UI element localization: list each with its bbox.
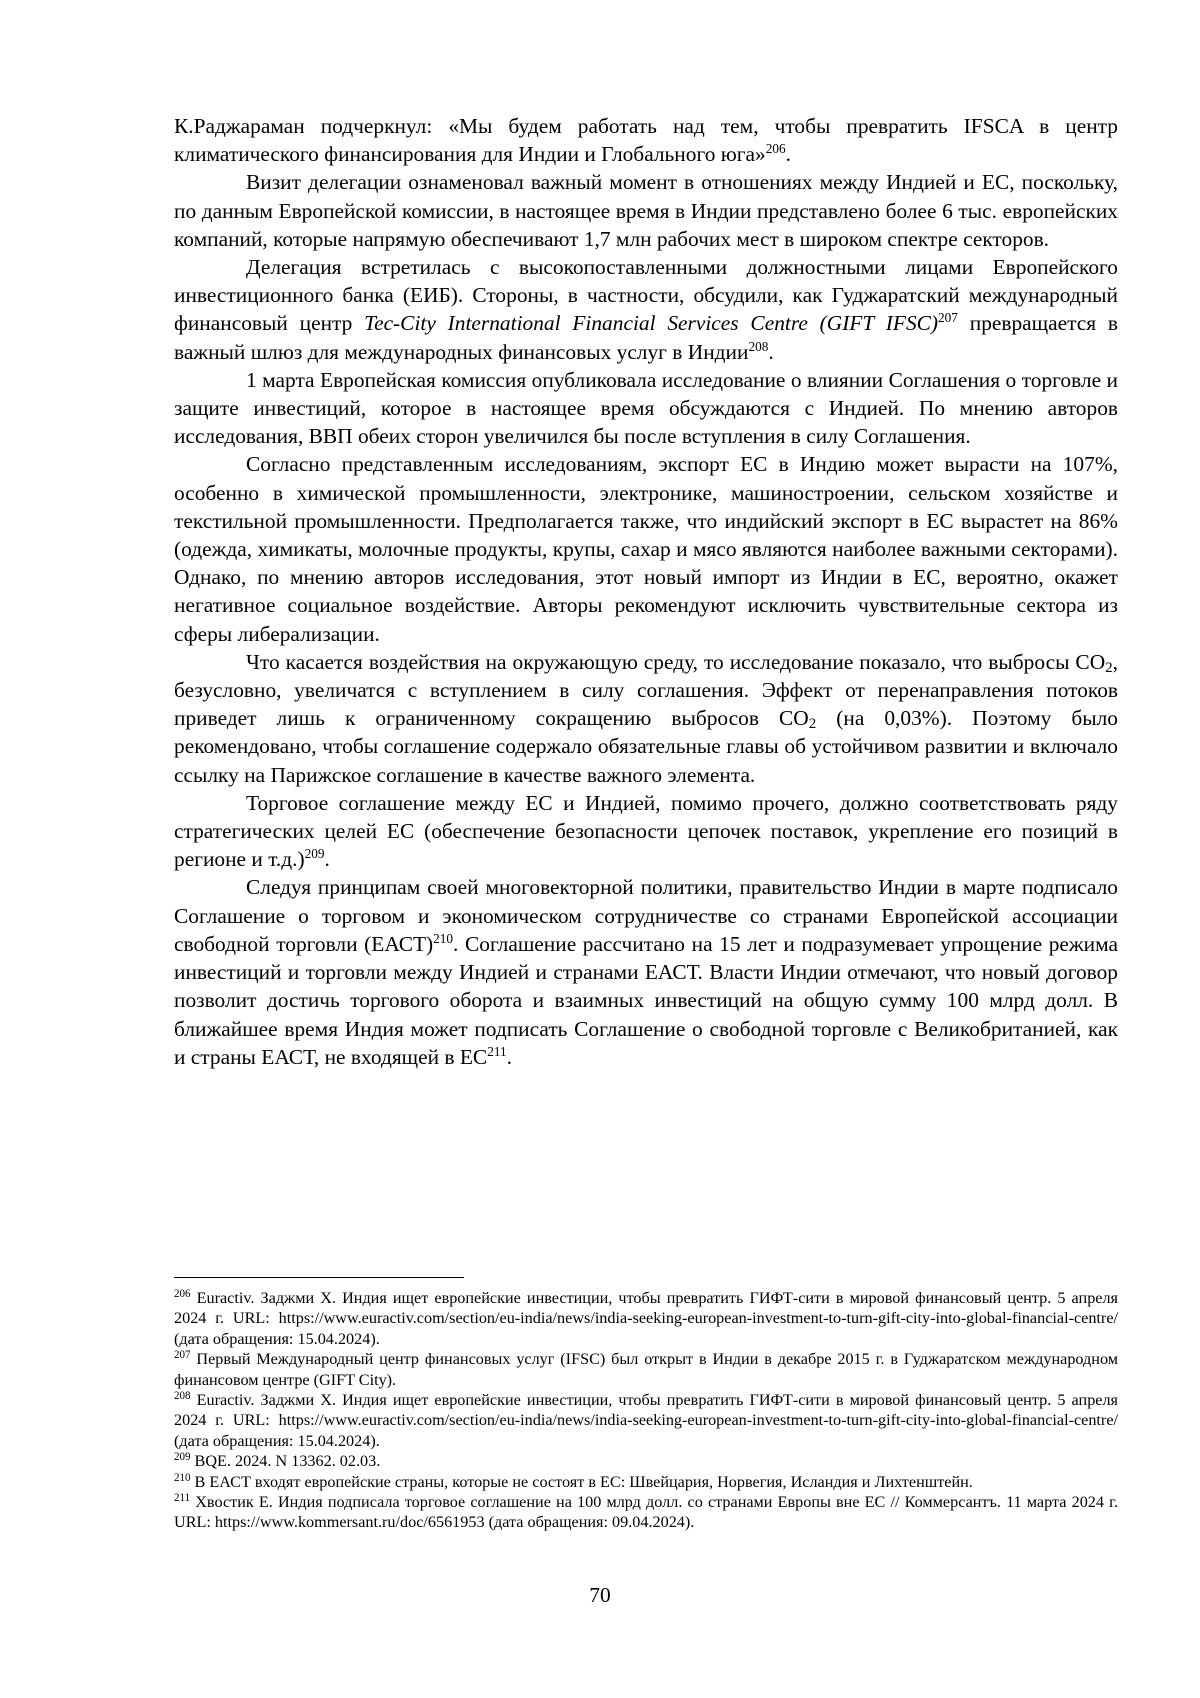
footnote-text: Хвостик Е. Индия подписала торговое соглашение на 100 млрд долл. со странами Европы вне ЕС // Коммерсантъ. 11 марта 2024 г. URL: https://www.kommersant.ru/doc/6561953 (дата обращения: 09.04.2024). [174,1493,1118,1532]
paragraph-text: . [768,339,774,364]
subscript-2: 2 [1105,659,1113,676]
footnotes [174,1288,1118,1533]
footnote-number: 207 [174,1349,191,1362]
paragraph-text: (на 0,03%). Поэтому было рекомендовано, чтобы соглашение содержало обязательные главы об устойчивом развитии и включало ссылку на Парижское соглашение в качестве важного элемента. [174,706,1118,787]
paragraph-text: . [324,847,330,872]
footnote-text: Euractiv. Заджми Х. Индия ищет европейские инвестиции, чтобы превратить ГИФТ-сити в мировой финансовый центр. 5 апреля 2024 г. URL: https://www.euractiv.com/section/eu-india/news/india-seeking-european-investment-to-turn-gift-city-into-global-financial-centre/ (дата обращения: 15.04.2024). [174,1391,1118,1450]
gift-ifsc-name: Tec-City International Financial Services Centre (GIFT IFSC) [364,311,939,336]
paragraph-2: Визит делегации ознаменовал важный момент в отношениях между Индией и ЕС, поскольку, по данным Европейской комиссии, в настоящее время в Индии представлено более 6 тыс. европейских компаний, которые напрямую обеспечивают 1,7 млн рабочих мест в широком спектре секторов. [174,170,1118,251]
paragraph-3 [174,253,1118,366]
footnote-ref-211: 211 [487,1043,507,1059]
footnote-ref-209: 209 [304,846,325,862]
page-number: 70 [589,1583,611,1607]
footnote-number: 206 [174,1287,191,1300]
paragraph-text: Что касается воздействия на окружающую среду, то исследование показало, что выбросы СО [246,649,1106,674]
footnote-text: Первый Международный центр финансовых услуг (IFSC) был открыт в Индии в декабре 2015 г. в Гуджаратском международном финансовом центре (GIFT City). [174,1350,1118,1389]
footnote-208 [174,1390,1118,1451]
footnote-text: В ЕАСТ входят европейские страны, которые не состоят в ЕС: Швейцария, Норвегия, Исландия и Лихтенштейн. [190,1472,973,1491]
footnote-211 [174,1492,1118,1533]
paragraph-text: Следуя принципам своей многовекторной политики, правительство Индии в марте подписало Соглашение о торговом и экономическом сотрудничестве со странами Европейской ассоциации свободной торговли (ЕАСТ) [174,875,1118,956]
footnote-number: 211 [174,1492,191,1505]
footnote-text: Euractiv. Заджми Х. Индия ищет европейские инвестиции, чтобы превратить ГИФТ-сити в мировой финансовый центр. 5 апреля 2024 г. URL: https://www.euractiv.com/section/eu-india/news/india-seeking-european-investment-to-turn-gift-city-into-global-financial-centre/ (дата обращения: 15.04.2024). [174,1289,1118,1348]
footnote-ref-210: 210 [433,930,454,946]
footnote-ref-206: 206 [765,141,786,157]
paragraph-text: К.Раджараман подчеркнул: «Мы будем работать над тем, чтобы превратить IFSCA в центр климатического финансирования для Индии и Глобального юга» [174,114,1118,167]
footnote-207 [174,1349,1118,1390]
paragraph-text: Делегация встретилась с высокопоставленными должностными лицами Европейского инвестиционного банка (ЕИБ). Стороны, в частности, обсудили, как Гуджаратский международный финансовый центр [174,255,1118,336]
paragraph-text: превращается в важный шлюз для международных финансовых услуг в Индии [174,311,1118,364]
footnote-ref-208: 208 [748,338,769,354]
paragraph-4: 1 марта Европейская комиссия опубликовала исследование о влиянии Соглашения о торговле и защите инвестиций, которое в настоящее время обсуждаются с Индией. По мнению авторов исследования, ВВП обеих сторон увеличился бы после вступления в силу Соглашения. [174,367,1118,449]
footnote-210 [174,1472,1118,1492]
paragraph-6 [174,648,1118,789]
footnote-206 [174,1288,1118,1349]
paragraph-8 [174,873,1118,1070]
footnote-number: 209 [174,1451,191,1464]
subscript-2: 2 [808,716,817,733]
body-text [174,112,1118,1071]
paragraph-text: . Соглашение рассчитано на 15 лет и подразумевает упрощение режима инвестиций и торговли между Индией и странами ЕАСТ. Власти Индии отмечают, что новый договор позволит достичь торгового оборота и взаимных инвестиций на общую сумму 100 млрд долл. В ближайшее время Индия может подписать Соглашение о свободной торговле с Великобританией, как и страны ЕАСТ, не входящей в ЕС [174,931,1118,1069]
paragraph-text: . [785,142,791,167]
paragraph-text: Торговое соглашение между ЕС и Индией, помимо прочего, должно соответствовать ряду стратегических целей ЕС (обеспечение безопасности цепочек поставок, укрепление его позиций в регионе и т.д.) [174,790,1118,872]
footnote-number: 208 [174,1389,191,1402]
paragraph-1 [174,112,1118,168]
footnote-text: BQE. 2024. N 13362. 02.03. [190,1452,381,1471]
footnote-209 [174,1451,1118,1471]
paragraph-text: , безусловно, увеличатся с вступлением в силу соглашения. Эффект от перенаправления потоков приведет лишь к ограниченному сокращению выбросов СО [174,649,1118,731]
paragraph-5: Согласно представленным исследованиям, экспорт ЕС в Индию может вырасти на 107%, особенно в химической промышленности, электронике, машиностроении, сельском хозяйстве и текстильной промышленности. Предполагается также, что индийский экспорт в ЕС вырастет на 86% (одежда, химикаты, молочные продукты, крупы, сахар и мясо являются наиболее важными секторами). Однако, по мнению авторов исследования, этот новый импорт из Индии в ЕС, вероятно, окажет негативное социальное воздействие. Авторы рекомендуют исключить чувствительные сектора из сферы либерализации. [174,452,1118,646]
paragraph-7 [174,789,1118,874]
footnote-separator [174,1277,464,1278]
footnote-ref-207: 207 [938,310,958,326]
paragraph-text: . [506,1044,512,1069]
footnote-number: 210 [174,1471,191,1484]
